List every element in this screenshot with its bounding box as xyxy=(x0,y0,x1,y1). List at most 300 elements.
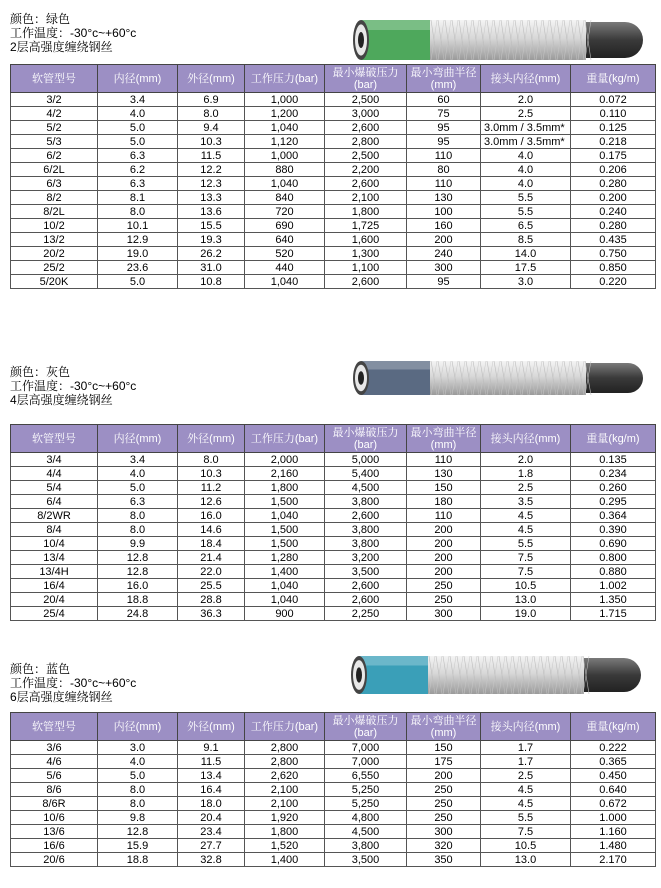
cell-fitting-inner-diameter: 3.0mm / 3.5mm* xyxy=(481,135,571,149)
cell-min-burst-pressure: 2,500 xyxy=(325,149,407,163)
cell-weight: 0.750 xyxy=(571,247,656,261)
cell-weight: 2.170 xyxy=(571,853,656,867)
cell-weight: 0.280 xyxy=(571,177,656,191)
cell-min-bend-radius: 180 xyxy=(407,495,481,509)
cell-fitting-inner-diameter: 10.5 xyxy=(481,579,571,593)
cell-working-pressure: 1,800 xyxy=(245,825,325,839)
hose-image-blue xyxy=(344,650,644,700)
cell-weight: 0.135 xyxy=(571,453,656,467)
table-row xyxy=(11,825,656,839)
cell-fitting-inner-diameter: 13.0 xyxy=(481,593,571,607)
cell-outer-diameter: 16.4 xyxy=(178,783,245,797)
cell-min-bend-radius: 250 xyxy=(407,593,481,607)
cell-fitting-inner-diameter: 7.5 xyxy=(481,565,571,579)
cell-working-pressure: 1,040 xyxy=(245,579,325,593)
cell-weight: 0.640 xyxy=(571,783,656,797)
cell-outer-diameter: 11.5 xyxy=(178,755,245,769)
cell-hose-model: 25/2 xyxy=(11,261,98,275)
spec-table-gray xyxy=(10,424,656,621)
table-row xyxy=(11,163,656,177)
cell-outer-diameter: 13.3 xyxy=(178,191,245,205)
cell-min-burst-pressure: 3,800 xyxy=(325,495,407,509)
cell-weight: 0.240 xyxy=(571,205,656,219)
cell-outer-diameter: 26.2 xyxy=(178,247,245,261)
header-weight: 重量(kg/m) xyxy=(571,425,656,453)
table-row xyxy=(11,495,656,509)
table-row xyxy=(11,523,656,537)
header-fitting-inner-diameter: 接头内径(mm) xyxy=(481,425,571,453)
cell-weight: 0.295 xyxy=(571,495,656,509)
cell-inner-diameter: 15.9 xyxy=(98,839,178,853)
cell-working-pressure: 1,400 xyxy=(245,853,325,867)
table-row xyxy=(11,537,656,551)
cell-hose-model: 5/3 xyxy=(11,135,98,149)
cell-min-burst-pressure: 1,725 xyxy=(325,219,407,233)
cell-fitting-inner-diameter: 2.0 xyxy=(481,93,571,107)
cell-working-pressure: 720 xyxy=(245,205,325,219)
cell-working-pressure: 1,040 xyxy=(245,177,325,191)
cell-min-bend-radius: 300 xyxy=(407,825,481,839)
cell-min-bend-radius: 130 xyxy=(407,467,481,481)
table-row xyxy=(11,509,656,523)
cell-hose-model: 8/6R xyxy=(11,797,98,811)
cell-min-bend-radius: 60 xyxy=(407,93,481,107)
cell-fitting-inner-diameter: 4.5 xyxy=(481,509,571,523)
cell-hose-model: 3/6 xyxy=(11,741,98,755)
cell-weight: 1.715 xyxy=(571,607,656,621)
cell-working-pressure: 1,120 xyxy=(245,135,325,149)
cell-working-pressure: 2,160 xyxy=(245,467,325,481)
cell-inner-diameter: 9.8 xyxy=(98,811,178,825)
color-line: 颜色：蓝色 xyxy=(10,662,71,676)
cell-outer-diameter: 14.6 xyxy=(178,523,245,537)
cell-hose-model: 8/2L xyxy=(11,205,98,219)
cell-hose-model: 5/6 xyxy=(11,769,98,783)
cell-weight: 0.206 xyxy=(571,163,656,177)
cell-min-burst-pressure: 1,100 xyxy=(325,261,407,275)
cell-working-pressure: 1,040 xyxy=(245,121,325,135)
cell-weight: 0.690 xyxy=(571,537,656,551)
cell-inner-diameter: 8.0 xyxy=(98,797,178,811)
cell-outer-diameter: 9.1 xyxy=(178,741,245,755)
table-row xyxy=(11,261,656,275)
table-header-row xyxy=(11,713,656,741)
table-row xyxy=(11,579,656,593)
header-working-pressure: 工作压力(bar) xyxy=(245,425,325,453)
cell-hose-model: 16/4 xyxy=(11,579,98,593)
cell-working-pressure: 1,500 xyxy=(245,495,325,509)
cell-hose-model: 16/6 xyxy=(11,839,98,853)
cell-min-bend-radius: 320 xyxy=(407,839,481,853)
cell-hose-model: 3/4 xyxy=(11,453,98,467)
header-inner-diameter: 内径(mm) xyxy=(98,65,178,93)
cell-outer-diameter: 12.2 xyxy=(178,163,245,177)
cell-hose-model: 4/6 xyxy=(11,755,98,769)
cell-weight: 0.125 xyxy=(571,121,656,135)
cell-outer-diameter: 11.5 xyxy=(178,149,245,163)
cell-min-bend-radius: 200 xyxy=(407,551,481,565)
cell-hose-model: 20/2 xyxy=(11,247,98,261)
cell-min-bend-radius: 110 xyxy=(407,177,481,191)
cell-weight: 0.672 xyxy=(571,797,656,811)
cell-inner-diameter: 8.0 xyxy=(98,783,178,797)
table-row xyxy=(11,839,656,853)
table-row xyxy=(11,191,656,205)
cell-working-pressure: 440 xyxy=(245,261,325,275)
cell-hose-model: 8/2WR xyxy=(11,509,98,523)
cell-hose-model: 8/6 xyxy=(11,783,98,797)
table-row xyxy=(11,607,656,621)
cell-outer-diameter: 31.0 xyxy=(178,261,245,275)
table-row xyxy=(11,755,656,769)
cell-fitting-inner-diameter: 2.5 xyxy=(481,481,571,495)
cell-min-burst-pressure: 6,550 xyxy=(325,769,407,783)
cell-min-burst-pressure: 4,500 xyxy=(325,481,407,495)
header-min-burst-pressure: 最小爆破压力 (bar) xyxy=(325,713,407,741)
table-row xyxy=(11,93,656,107)
cell-fitting-inner-diameter: 5.5 xyxy=(481,811,571,825)
hose-image-green xyxy=(346,14,646,66)
cell-outer-diameter: 13.6 xyxy=(178,205,245,219)
cell-fitting-inner-diameter: 1.7 xyxy=(481,741,571,755)
header-inner-diameter: 内径(mm) xyxy=(98,713,178,741)
header-outer-diameter: 外径(mm) xyxy=(178,65,245,93)
cell-hose-model: 6/2 xyxy=(11,149,98,163)
cell-outer-diameter: 28.8 xyxy=(178,593,245,607)
cell-hose-model: 13/4H xyxy=(11,565,98,579)
cell-min-bend-radius: 200 xyxy=(407,537,481,551)
cell-hose-model: 8/4 xyxy=(11,523,98,537)
cell-working-pressure: 1,280 xyxy=(245,551,325,565)
cell-min-burst-pressure: 2,600 xyxy=(325,509,407,523)
cell-min-burst-pressure: 7,000 xyxy=(325,741,407,755)
cell-fitting-inner-diameter: 7.5 xyxy=(481,551,571,565)
cell-inner-diameter: 6.3 xyxy=(98,495,178,509)
cell-weight: 0.850 xyxy=(571,261,656,275)
table-row xyxy=(11,121,656,135)
cell-fitting-inner-diameter: 2.5 xyxy=(481,769,571,783)
cell-inner-diameter: 5.0 xyxy=(98,481,178,495)
spec-info xyxy=(10,662,136,704)
cell-min-bend-radius: 200 xyxy=(407,565,481,579)
cell-min-burst-pressure: 3,800 xyxy=(325,537,407,551)
table-header-row xyxy=(11,425,656,453)
cell-outer-diameter: 10.3 xyxy=(178,467,245,481)
cell-min-burst-pressure: 3,000 xyxy=(325,107,407,121)
cell-outer-diameter: 19.3 xyxy=(178,233,245,247)
cell-fitting-inner-diameter: 4.0 xyxy=(481,177,571,191)
cell-min-burst-pressure: 3,800 xyxy=(325,839,407,853)
cell-inner-diameter: 16.0 xyxy=(98,579,178,593)
cell-min-burst-pressure: 3,500 xyxy=(325,853,407,867)
table-row xyxy=(11,205,656,219)
spec-table-blue xyxy=(10,712,656,867)
cell-working-pressure: 1,200 xyxy=(245,107,325,121)
cell-min-bend-radius: 250 xyxy=(407,797,481,811)
cell-working-pressure: 1,520 xyxy=(245,839,325,853)
cell-working-pressure: 2,800 xyxy=(245,755,325,769)
cell-fitting-inner-diameter: 4.0 xyxy=(481,163,571,177)
cell-min-bend-radius: 150 xyxy=(407,741,481,755)
cell-inner-diameter: 3.4 xyxy=(98,93,178,107)
cell-fitting-inner-diameter: 5.5 xyxy=(481,191,571,205)
cell-working-pressure: 640 xyxy=(245,233,325,247)
cell-inner-diameter: 18.8 xyxy=(98,593,178,607)
table-row xyxy=(11,233,656,247)
color-line: 颜色：绿色 xyxy=(10,12,71,26)
header-outer-diameter: 外径(mm) xyxy=(178,713,245,741)
cell-working-pressure: 2,000 xyxy=(245,453,325,467)
cell-min-bend-radius: 130 xyxy=(407,191,481,205)
cell-inner-diameter: 10.1 xyxy=(98,219,178,233)
cell-hose-model: 6/4 xyxy=(11,495,98,509)
cell-fitting-inner-diameter: 3.0mm / 3.5mm* xyxy=(481,121,571,135)
layer-line: 4层高强度缠绕钢丝 xyxy=(10,393,113,407)
header-outer-diameter: 外径(mm) xyxy=(178,425,245,453)
cell-working-pressure: 840 xyxy=(245,191,325,205)
cell-min-burst-pressure: 2,600 xyxy=(325,579,407,593)
cell-min-burst-pressure: 1,300 xyxy=(325,247,407,261)
cell-hose-model: 10/2 xyxy=(11,219,98,233)
cell-hose-model: 13/4 xyxy=(11,551,98,565)
cell-inner-diameter: 6.2 xyxy=(98,163,178,177)
cell-min-burst-pressure: 7,000 xyxy=(325,755,407,769)
layer-line: 6层高强度缠绕钢丝 xyxy=(10,690,113,704)
header-min-burst-pressure: 最小爆破压力 (bar) xyxy=(325,65,407,93)
cell-hose-model: 10/4 xyxy=(11,537,98,551)
cell-weight: 0.175 xyxy=(571,149,656,163)
cell-working-pressure: 900 xyxy=(245,607,325,621)
table-row xyxy=(11,769,656,783)
table-row xyxy=(11,453,656,467)
cell-min-bend-radius: 200 xyxy=(407,233,481,247)
cell-fitting-inner-diameter: 14.0 xyxy=(481,247,571,261)
table-row xyxy=(11,481,656,495)
cell-working-pressure: 1,000 xyxy=(245,149,325,163)
cell-min-burst-pressure: 4,800 xyxy=(325,811,407,825)
cell-fitting-inner-diameter: 13.0 xyxy=(481,853,571,867)
cell-weight: 0.390 xyxy=(571,523,656,537)
cell-outer-diameter: 32.8 xyxy=(178,853,245,867)
cell-fitting-inner-diameter: 19.0 xyxy=(481,607,571,621)
cell-min-bend-radius: 75 xyxy=(407,107,481,121)
cell-min-burst-pressure: 1,800 xyxy=(325,205,407,219)
spec-info xyxy=(10,365,136,407)
cell-outer-diameter: 8.0 xyxy=(178,107,245,121)
cell-inner-diameter: 12.8 xyxy=(98,565,178,579)
cell-min-bend-radius: 160 xyxy=(407,219,481,233)
cell-inner-diameter: 9.9 xyxy=(98,537,178,551)
table-header-row xyxy=(11,65,656,93)
cell-min-bend-radius: 110 xyxy=(407,509,481,523)
cell-inner-diameter: 12.9 xyxy=(98,233,178,247)
cell-min-bend-radius: 200 xyxy=(407,523,481,537)
table-row xyxy=(11,219,656,233)
cell-weight: 0.218 xyxy=(571,135,656,149)
cell-outer-diameter: 8.0 xyxy=(178,453,245,467)
header-fitting-inner-diameter: 接头内径(mm) xyxy=(481,65,571,93)
cell-min-bend-radius: 240 xyxy=(407,247,481,261)
cell-min-burst-pressure: 2,800 xyxy=(325,135,407,149)
cell-inner-diameter: 8.0 xyxy=(98,205,178,219)
cell-hose-model: 13/2 xyxy=(11,233,98,247)
cell-weight: 0.200 xyxy=(571,191,656,205)
cell-hose-model: 5/2 xyxy=(11,121,98,135)
cell-weight: 1.480 xyxy=(571,839,656,853)
temperature-line: 工作温度：-30°c~+60°c xyxy=(10,26,137,40)
cell-working-pressure: 1,040 xyxy=(245,275,325,289)
cell-min-bend-radius: 100 xyxy=(407,205,481,219)
cell-min-burst-pressure: 2,600 xyxy=(325,593,407,607)
cell-min-burst-pressure: 1,600 xyxy=(325,233,407,247)
header-working-pressure: 工作压力(bar) xyxy=(245,65,325,93)
cell-fitting-inner-diameter: 1.8 xyxy=(481,467,571,481)
cell-weight: 0.435 xyxy=(571,233,656,247)
cell-min-burst-pressure: 5,000 xyxy=(325,453,407,467)
table-row xyxy=(11,149,656,163)
cell-fitting-inner-diameter: 10.5 xyxy=(481,839,571,853)
cell-outer-diameter: 13.4 xyxy=(178,769,245,783)
table-row xyxy=(11,177,656,191)
cell-inner-diameter: 19.0 xyxy=(98,247,178,261)
cell-working-pressure: 1,040 xyxy=(245,593,325,607)
cell-min-burst-pressure: 4,500 xyxy=(325,825,407,839)
cell-min-burst-pressure: 2,100 xyxy=(325,191,407,205)
cell-fitting-inner-diameter: 7.5 xyxy=(481,825,571,839)
cell-hose-model: 4/4 xyxy=(11,467,98,481)
cell-min-burst-pressure: 2,500 xyxy=(325,93,407,107)
cell-min-bend-radius: 350 xyxy=(407,853,481,867)
spec-info xyxy=(10,12,136,54)
table-row xyxy=(11,107,656,121)
cell-hose-model: 13/6 xyxy=(11,825,98,839)
cell-outer-diameter: 12.6 xyxy=(178,495,245,509)
cell-outer-diameter: 25.5 xyxy=(178,579,245,593)
cell-weight: 1.160 xyxy=(571,825,656,839)
spec-table-green xyxy=(10,64,656,289)
cell-fitting-inner-diameter: 6.5 xyxy=(481,219,571,233)
cell-weight: 1.002 xyxy=(571,579,656,593)
table-row xyxy=(11,741,656,755)
header-inner-diameter: 内径(mm) xyxy=(98,425,178,453)
cell-working-pressure: 1,500 xyxy=(245,523,325,537)
cell-outer-diameter: 36.3 xyxy=(178,607,245,621)
cell-min-burst-pressure: 2,600 xyxy=(325,275,407,289)
cell-fitting-inner-diameter: 8.5 xyxy=(481,233,571,247)
cell-min-bend-radius: 200 xyxy=(407,769,481,783)
cell-inner-diameter: 6.3 xyxy=(98,177,178,191)
table-row xyxy=(11,811,656,825)
cell-hose-model: 20/4 xyxy=(11,593,98,607)
cell-min-bend-radius: 250 xyxy=(407,811,481,825)
cell-weight: 0.110 xyxy=(571,107,656,121)
cell-outer-diameter: 6.9 xyxy=(178,93,245,107)
cell-fitting-inner-diameter: 2.5 xyxy=(481,107,571,121)
cell-min-bend-radius: 175 xyxy=(407,755,481,769)
cell-inner-diameter: 4.0 xyxy=(98,755,178,769)
cell-working-pressure: 2,100 xyxy=(245,797,325,811)
cell-min-bend-radius: 80 xyxy=(407,163,481,177)
table-row xyxy=(11,593,656,607)
cell-fitting-inner-diameter: 3.0 xyxy=(481,275,571,289)
header-hose-model: 软管型号 xyxy=(11,65,98,93)
header-min-bend-radius: 最小弯曲半径 (mm) xyxy=(407,65,481,93)
cell-hose-model: 5/20K xyxy=(11,275,98,289)
cell-min-bend-radius: 110 xyxy=(407,149,481,163)
cell-min-burst-pressure: 5,400 xyxy=(325,467,407,481)
table-row xyxy=(11,797,656,811)
cell-fitting-inner-diameter: 1.7 xyxy=(481,755,571,769)
cell-hose-model: 3/2 xyxy=(11,93,98,107)
cell-weight: 0.880 xyxy=(571,565,656,579)
cell-min-bend-radius: 95 xyxy=(407,275,481,289)
hose-image-gray xyxy=(346,355,646,401)
cell-weight: 0.234 xyxy=(571,467,656,481)
cell-min-burst-pressure: 3,200 xyxy=(325,551,407,565)
cell-inner-diameter: 5.0 xyxy=(98,121,178,135)
cell-weight: 0.450 xyxy=(571,769,656,783)
header-hose-model: 软管型号 xyxy=(11,713,98,741)
cell-hose-model: 6/2L xyxy=(11,163,98,177)
header-min-bend-radius: 最小弯曲半径 (mm) xyxy=(407,713,481,741)
cell-inner-diameter: 12.8 xyxy=(98,551,178,565)
cell-inner-diameter: 3.4 xyxy=(98,453,178,467)
cell-min-bend-radius: 250 xyxy=(407,783,481,797)
cell-min-bend-radius: 150 xyxy=(407,481,481,495)
cell-min-bend-radius: 300 xyxy=(407,607,481,621)
cell-fitting-inner-diameter: 5.5 xyxy=(481,537,571,551)
cell-working-pressure: 520 xyxy=(245,247,325,261)
cell-working-pressure: 1,040 xyxy=(245,509,325,523)
header-hose-model: 软管型号 xyxy=(11,425,98,453)
cell-outer-diameter: 18.4 xyxy=(178,537,245,551)
cell-working-pressure: 1,400 xyxy=(245,565,325,579)
table-row xyxy=(11,783,656,797)
cell-outer-diameter: 18.0 xyxy=(178,797,245,811)
cell-hose-model: 25/4 xyxy=(11,607,98,621)
cell-inner-diameter: 5.0 xyxy=(98,275,178,289)
cell-outer-diameter: 16.0 xyxy=(178,509,245,523)
cell-working-pressure: 1,500 xyxy=(245,537,325,551)
layer-line: 2层高强度缠绕钢丝 xyxy=(10,40,113,54)
cell-weight: 0.072 xyxy=(571,93,656,107)
cell-outer-diameter: 12.3 xyxy=(178,177,245,191)
cell-weight: 0.222 xyxy=(571,741,656,755)
cell-inner-diameter: 5.0 xyxy=(98,769,178,783)
cell-min-burst-pressure: 3,500 xyxy=(325,565,407,579)
table-row xyxy=(11,551,656,565)
temperature-line: 工作温度：-30°c~+60°c xyxy=(10,676,137,690)
table-row xyxy=(11,247,656,261)
cell-outer-diameter: 23.4 xyxy=(178,825,245,839)
cell-working-pressure: 2,800 xyxy=(245,741,325,755)
cell-min-bend-radius: 250 xyxy=(407,579,481,593)
table-row xyxy=(11,467,656,481)
cell-min-bend-radius: 110 xyxy=(407,453,481,467)
cell-weight: 0.364 xyxy=(571,509,656,523)
table-row xyxy=(11,565,656,579)
cell-inner-diameter: 8.1 xyxy=(98,191,178,205)
cell-fitting-inner-diameter: 4.0 xyxy=(481,149,571,163)
cell-hose-model: 4/2 xyxy=(11,107,98,121)
cell-weight: 0.260 xyxy=(571,481,656,495)
cell-fitting-inner-diameter: 4.5 xyxy=(481,797,571,811)
cell-weight: 0.220 xyxy=(571,275,656,289)
cell-fitting-inner-diameter: 5.5 xyxy=(481,205,571,219)
cell-min-burst-pressure: 5,250 xyxy=(325,783,407,797)
cell-weight: 1.350 xyxy=(571,593,656,607)
cell-hose-model: 10/6 xyxy=(11,811,98,825)
